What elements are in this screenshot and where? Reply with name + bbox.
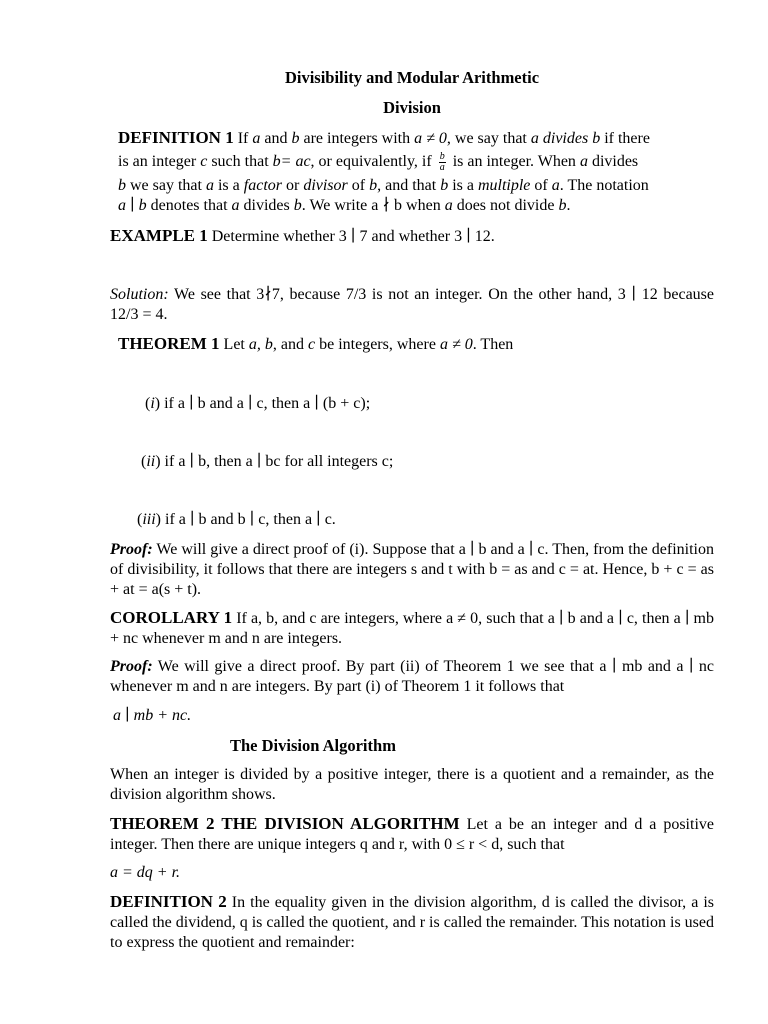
corollary-1-label: COROLLARY 1 bbox=[110, 608, 233, 627]
definition-1-line-3: b we say that a is a factor or divisor of b, and that b is a multiple of a. The notation bbox=[118, 177, 649, 194]
proof-label: Proof: bbox=[110, 541, 153, 558]
theorem-1-label: THEOREM 1 bbox=[118, 334, 220, 353]
definition-1-line-1: DEFINITION 1 If a and b are integers with a ≠ 0, we say that a divides b if there bbox=[118, 128, 650, 147]
section-title-division: Division bbox=[383, 98, 441, 117]
definition-1-label: DEFINITION 1 bbox=[118, 128, 234, 147]
example-1: EXAMPLE 1 Determine whether 3 ∣ 7 and whether 3 ∣ 12. bbox=[110, 226, 495, 245]
fraction-b-over-a: $\frac{b}{a}$ bbox=[439, 151, 445, 173]
solution-1: Solution: We see that 3∤7, because 7/3 is not an integer. On the other hand, 3 ∣ 12 because 12/3 = 4. bbox=[110, 286, 714, 323]
theorem-1-item-iii: (iii) if a ∣ b and b ∣ c, then a ∣ c. bbox=[137, 511, 336, 528]
proof-2-conclusion: a ∣ mb + nc. bbox=[113, 707, 192, 724]
definition-1-line-4: a ∣ b denotes that a divides b. We write a ∤ b when a does not divide b. bbox=[118, 197, 571, 214]
theorem-1: THEOREM 1 Let a, b, and c be integers, where a ≠ 0. Then bbox=[118, 334, 514, 353]
theorem-2-equation: a = dq + r. bbox=[110, 864, 181, 881]
solution-label: Solution: bbox=[110, 286, 169, 303]
example-1-label: EXAMPLE 1 bbox=[110, 226, 208, 245]
page-title: Divisibility and Modular Arithmetic bbox=[284, 68, 540, 87]
proof-2: Proof: We will give a direct proof. By part (ii) of Theorem 1 we see that a ∣ mb and a ∣ nc whenever m and n are integers. By part (i) of Theorem 1 it follows that bbox=[110, 658, 714, 695]
division-algorithm-intro: When an integer is divided by a positive integer, there is a quotient and a remainder, as the division algorithm shows. bbox=[110, 766, 714, 803]
proof-label: Proof: bbox=[110, 658, 153, 675]
proof-1: Proof: We will give a direct proof of (i). Suppose that a ∣ b and a ∣ c. Then, from the definition of divisibility, it follows that there are integers s and t with b = as and c = at. Hence, b + c = as + at = a(s + t). bbox=[110, 541, 714, 598]
definition-2: DEFINITION 2 In the equality given in the division algorithm, d is called the divisor, a is called the dividend, q is called the quotient, and r is called the remainder. This notation is used to express the quotient and remainder: bbox=[110, 892, 714, 951]
theorem-2: THEOREM 2 THE DIVISION ALGORITHM Let a be an integer and d a positive integer. Then there are unique integers q and r, with 0 ≤ r < d, such that bbox=[110, 814, 714, 853]
theorem-2-label: THEOREM 2 THE DIVISION ALGORITHM bbox=[110, 814, 460, 833]
section-title-division-algorithm: The Division Algorithm bbox=[230, 736, 396, 755]
definition-2-label: DEFINITION 2 bbox=[110, 892, 227, 911]
theorem-1-item-i: (i) if a ∣ b and a ∣ c, then a ∣ (b + c); bbox=[145, 395, 371, 412]
corollary-1: COROLLARY 1 If a, b, and c are integers, where a ≠ 0, such that a ∣ b and a ∣ c, then a ∣ mb + nc whenever m and n are integers. bbox=[110, 608, 715, 647]
theorem-1-item-ii: (ii) if a ∣ b, then a ∣ bc for all integers c; bbox=[141, 453, 394, 470]
definition-1-line-2: is an integer c such that b= ac, or equivalently, if $\frac{b}{a}$ is an integer. When a divides bbox=[118, 151, 639, 173]
